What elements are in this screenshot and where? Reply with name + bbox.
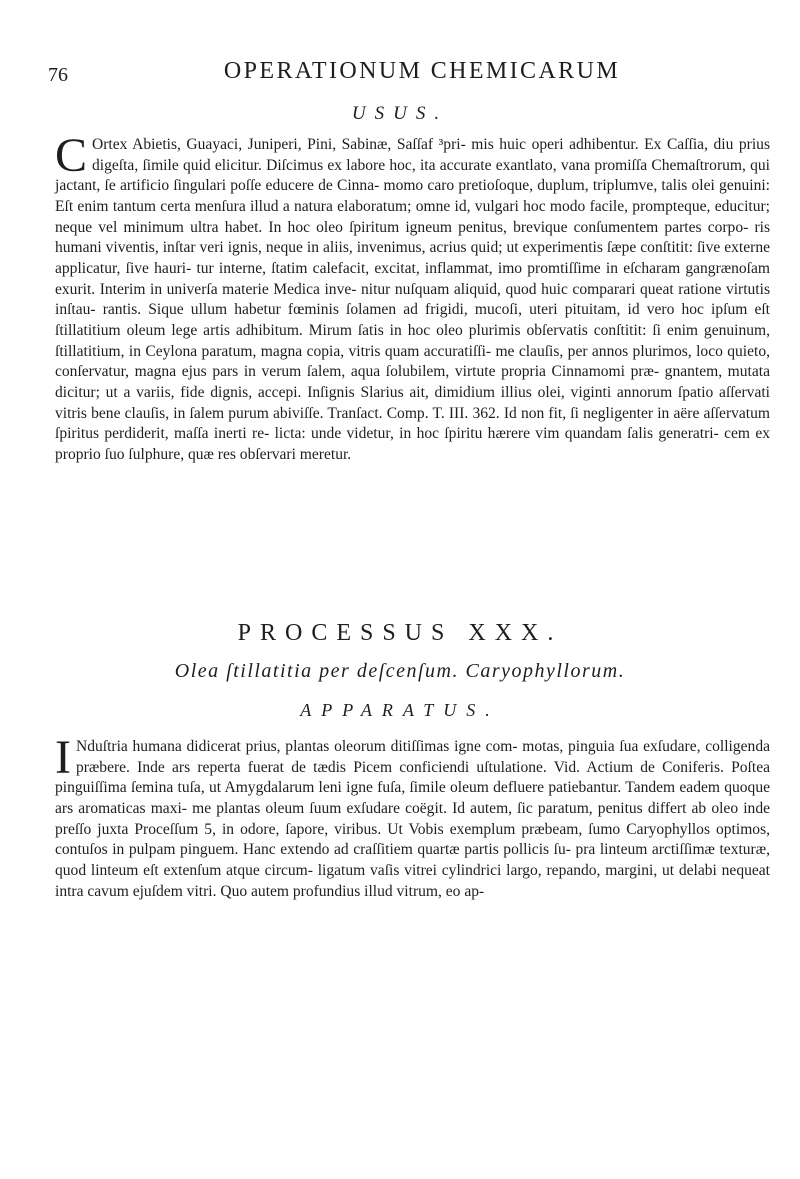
running-head: OPERATIONUM CHEMICARUM bbox=[223, 58, 621, 84]
page-number: 76 bbox=[48, 64, 68, 86]
drop-cap: C bbox=[55, 129, 88, 182]
process-subtitle: Olea ſtillatitia per deſcenſum. Caryophyllorum. bbox=[174, 660, 626, 682]
usus-text: Ortex Abietis, Guayaci, Juniperi, Pini, Sabinæ, Saſſaf ³pri- mis huic operi adhibentur. Ex Caſſia, diu prius digeſta, ſimile quid elicitur. Diſcimus ex labore hoc, ita accurate exantlato, vana promiſſa Chemaſtrorum, qui jactant, ſe artificio ſingulari poſſe educere de Cinna- momo caro pretioſoque, duplum, triplumve, talis olei genuini: Eſt enim tantum certa menſura illud a natura elaboratum; omne id, vulgari hoc modo facile, prompteque, educitur; neque vel minimum ultra habet. In hoc oleo ſpiritum igneum penitus, brevique conſumentem partes corpo- ris humani viventis, inſtar veri ignis, neque in aliis, invenimus, acrius quid; ut experimentis ſæpe conſtitit: ſive externe applicatur, ſive hauri- tur interne, ſtatim calefacit, excitat, inflammat, imo promtiſſime in eſcharam gangrænoſam exurit. Interim in univerſa materie Medica inve- nitur nuſquam aliquid, quod huic comparari queat ratione virtutis inſtau- rantis. Sique ullum habetur fœminis ſolamen ad frigidi, mucoſi, uteri pituitam, id vero hoc ipſum eſt ſtillatitium oleum lege artis adhibitum. Mirum ſatis in hoc oleo plurimis obſervatis conſtitit: ſi enim genuinum, ſtillatitium, in Ceylona paratum, magna copia, vitris quam accuratiſſi- me clauſis, per annos plurimos, loco quieto, conſervatur, magna ejus pars in verum ſalem, aqua ſolubilem, virtute propria Cinnamomi præ- gnantem, mutata dicitur; ut a variis, fide dignis, accepi. Inſignis Slarius ait, dimidium illius olei, viginti annorum ſpatio aſſervati vitris bene clauſis, in ſalem purum abiviſſe. Tranſact. Comp. T. III. 362. Id non fit, ſi negligenter in aëre aſſervatum ſpiritus perdiderit, maſſa inerti re- licta: unde videtur, in hoc ſpiritu hærere vim quandam ſalis generatri- cem ex proprio ſuo ſulphure, quæ res obſervari meretur. bbox=[55, 136, 770, 463]
apparatus-heading: APPARATUS. bbox=[300, 700, 500, 720]
usus-paragraph bbox=[55, 129, 770, 466]
process-heading: PROCESSUS XXX. bbox=[237, 620, 563, 646]
usus-body bbox=[55, 129, 770, 466]
page-header bbox=[0, 58, 800, 88]
apparatus-text: Nduſtria humana didicerat prius, plantas oleorum ditiſſimas igne com- motas, pinguia ſua exſudare, colligenda præbere. Inde ars reperta fuerat de tædis Picem conficiendi uſtulatione. Vid. Actium de Coniferis. Poſtea pinguiſſima ſemina tuſa, ut Amygdalarum leni igne fuſa, ſimile oleum defluere patiebantur. Tandem eadem quoque ars aromaticas maxi- me plantas oleum ſuum exſudare coëgit. Id autem, ſic paratum, penitus differt ab oleo inde preſſo juxta Proceſſum 5, in odore, ſapore, viribus. Ut Vobis exemplum præbeam, ſumo Caryophyllos optimos, contuſos in pulpam pinguem. Hanc extendo ad craſſitiem quartæ partis pollicis ſu- pra linteum arctiſſimæ texturæ, quod linteum eſt extenſum atque circum- ligatum vaſis vitrei cylindrici largo, repando, margini, ut delabi nequeat intra cavum ejuſdem vitri. Quo autem profundius illud vitrum, eo ap- bbox=[55, 738, 770, 900]
section-title-usus: USUS. bbox=[351, 103, 449, 124]
apparatus-paragraph bbox=[55, 731, 770, 902]
drop-cap: I bbox=[55, 731, 71, 784]
apparatus-body bbox=[55, 731, 770, 902]
